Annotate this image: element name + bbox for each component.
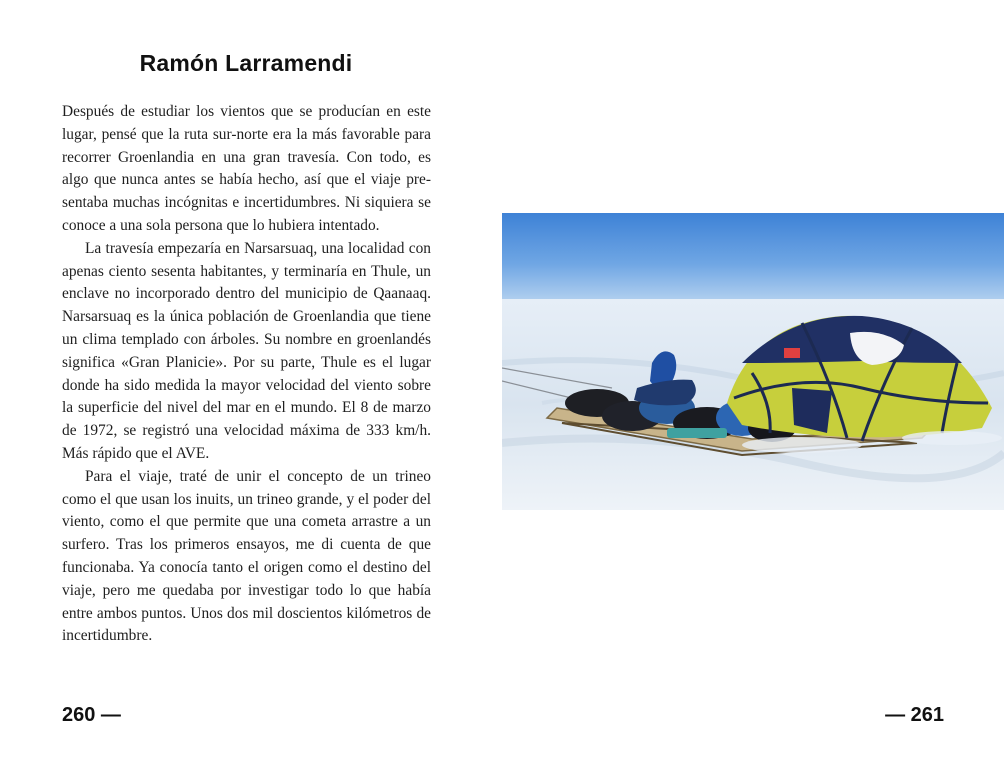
paragraph: Después de estudiar los vientos que se producían en este lugar, pensé que la ruta sur-norte era la más favorable para recorrer Groenlandia en una gran travesía. Con todo, es algo que nunca antes se había hecho, así que el viaje presentaba muchas incógnitas e incertidumbres. Ni siquiera se conoce a una sola persona que lo hubiera intentado. — [62, 103, 431, 234]
body-text — [62, 101, 431, 648]
expedition-photo — [502, 213, 1004, 510]
chapter-title: Ramón Larramendi — [139, 50, 353, 76]
page-number-left: 260 — — [62, 704, 121, 726]
page-number-right: — 261 — [885, 704, 944, 726]
paragraph: Para el viaje, traté de unir el concepto de un trineo como el que usan los inuits, un trineo grande, y el poder del viento, como el que permite que una cometa arrastre a un surfero. Tras los primeros ensayos, me di cuenta de que funcionaba. Ya conocía tanto el origen como el destino del viaje, pero me quedaba por investigar todo lo que había entre ambos puntos. Unos dos mil doscientos kilómetros de incertidumbre. — [62, 467, 431, 645]
paragraph: La travesía empezaría en Narsarsuaq, una localidad con apenas ciento sesenta habitantes, y terminaría en Thule, un enclave no incorporado dentro del municipio de Qaanaaq. Narsarsuaq es la única población de Groenlandia que tiene un clima templado con árboles. Su nombre en groenlandés significa «Gran Planicie». Por su parte, Thule es el lugar donde ha sido medida la mayor velocidad del viento sobre la superficie del nivel del mar en el mundo. El 8 de marzo de 1972, se registró una velocidad máxima de 333 km/h. Más rápido que el AVE. — [62, 239, 431, 462]
right-page — [502, 0, 1004, 771]
